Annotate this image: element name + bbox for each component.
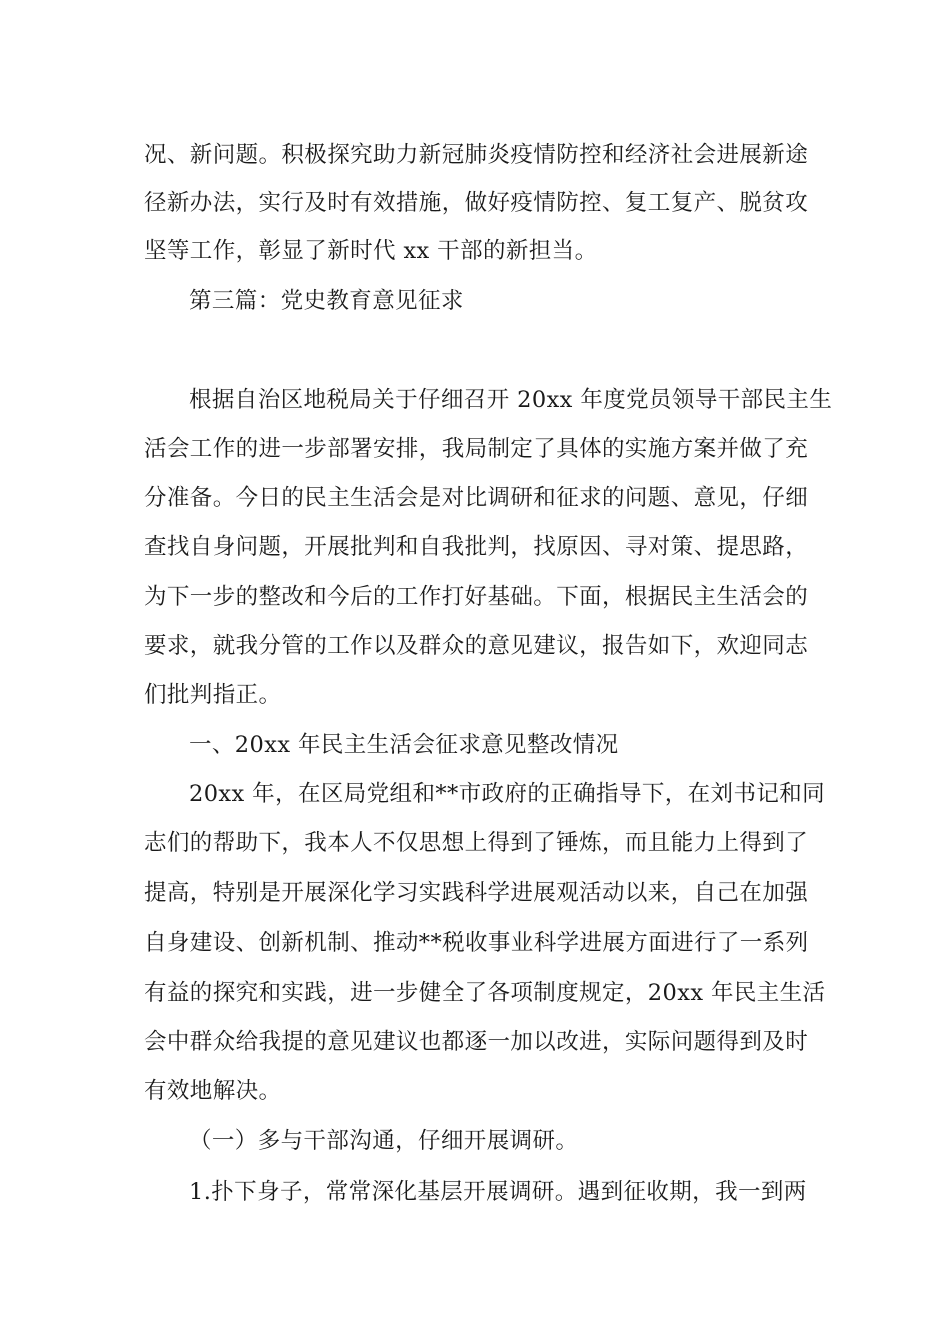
subsection-heading: （一）多与干部沟通，仔细开展调研。 bbox=[189, 1128, 579, 1154]
paragraph-line: 有益的探究和实践，进一步健全了各项制度规定，20xx 年民主生活 bbox=[144, 980, 826, 1006]
paragraph-line: 们批判指正。 bbox=[144, 682, 282, 708]
paragraph-continuation-line: 径新办法，实行及时有效措施，做好疫情防控、复工复产、脱贫攻 bbox=[144, 190, 809, 216]
paragraph-line: 活会工作的进一步部署安排，我局制定了具体的实施方案并做了充 bbox=[144, 436, 809, 462]
paragraph-line: 分准备。今日的民主生活会是对比调研和征求的问题、意见，仔细 bbox=[144, 485, 809, 511]
paragraph-first-line: 20xx 年，在区局党组和**市政府的正确指导下，在刘书记和同 bbox=[189, 781, 826, 807]
paragraph-continuation-line: 坚等工作，彰显了新时代 xx 干部的新担当。 bbox=[144, 238, 598, 264]
paragraph-line: 有效地解决。 bbox=[144, 1078, 282, 1104]
paragraph-line: 自身建设、创新机制、推动**税收事业科学进展方面进行了一系列 bbox=[144, 930, 809, 956]
paragraph-line: 志们的帮助下，我本人不仅思想上得到了锤炼，而且能力上得到了 bbox=[144, 830, 809, 856]
paragraph-line: 查找自身问题，开展批判和自我批判，找原因、寻对策、提思路， bbox=[144, 534, 809, 560]
paragraph-first-line: 根据自治区地税局关于仔细召开 20xx 年度党员领导干部民主生 bbox=[189, 387, 833, 413]
paragraph-line: 要求，就我分管的工作以及群众的意见建议，报告如下，欢迎同志 bbox=[144, 633, 809, 659]
section-title: 第三篇：党史教育意见征求 bbox=[189, 288, 464, 314]
paragraph-line: 会中群众给我提的意见建议也都逐一加以改进，实际问题得到及时 bbox=[144, 1029, 809, 1055]
paragraph-continuation-line: 况、新问题。积极探究助力新冠肺炎疫情防控和经济社会进展新途 bbox=[144, 142, 809, 168]
paragraph-first-line: 1.扑下身子，常常深化基层开展调研。遇到征收期，我一到两 bbox=[189, 1179, 807, 1205]
paragraph-line: 为下一步的整改和今后的工作打好基础。下面，根据民主生活会的 bbox=[144, 584, 809, 610]
section-heading: 一、20xx 年民主生活会征求意见整改情况 bbox=[189, 732, 619, 758]
paragraph-line: 提高，特别是开展深化学习实践科学进展观活动以来，自己在加强 bbox=[144, 880, 809, 906]
